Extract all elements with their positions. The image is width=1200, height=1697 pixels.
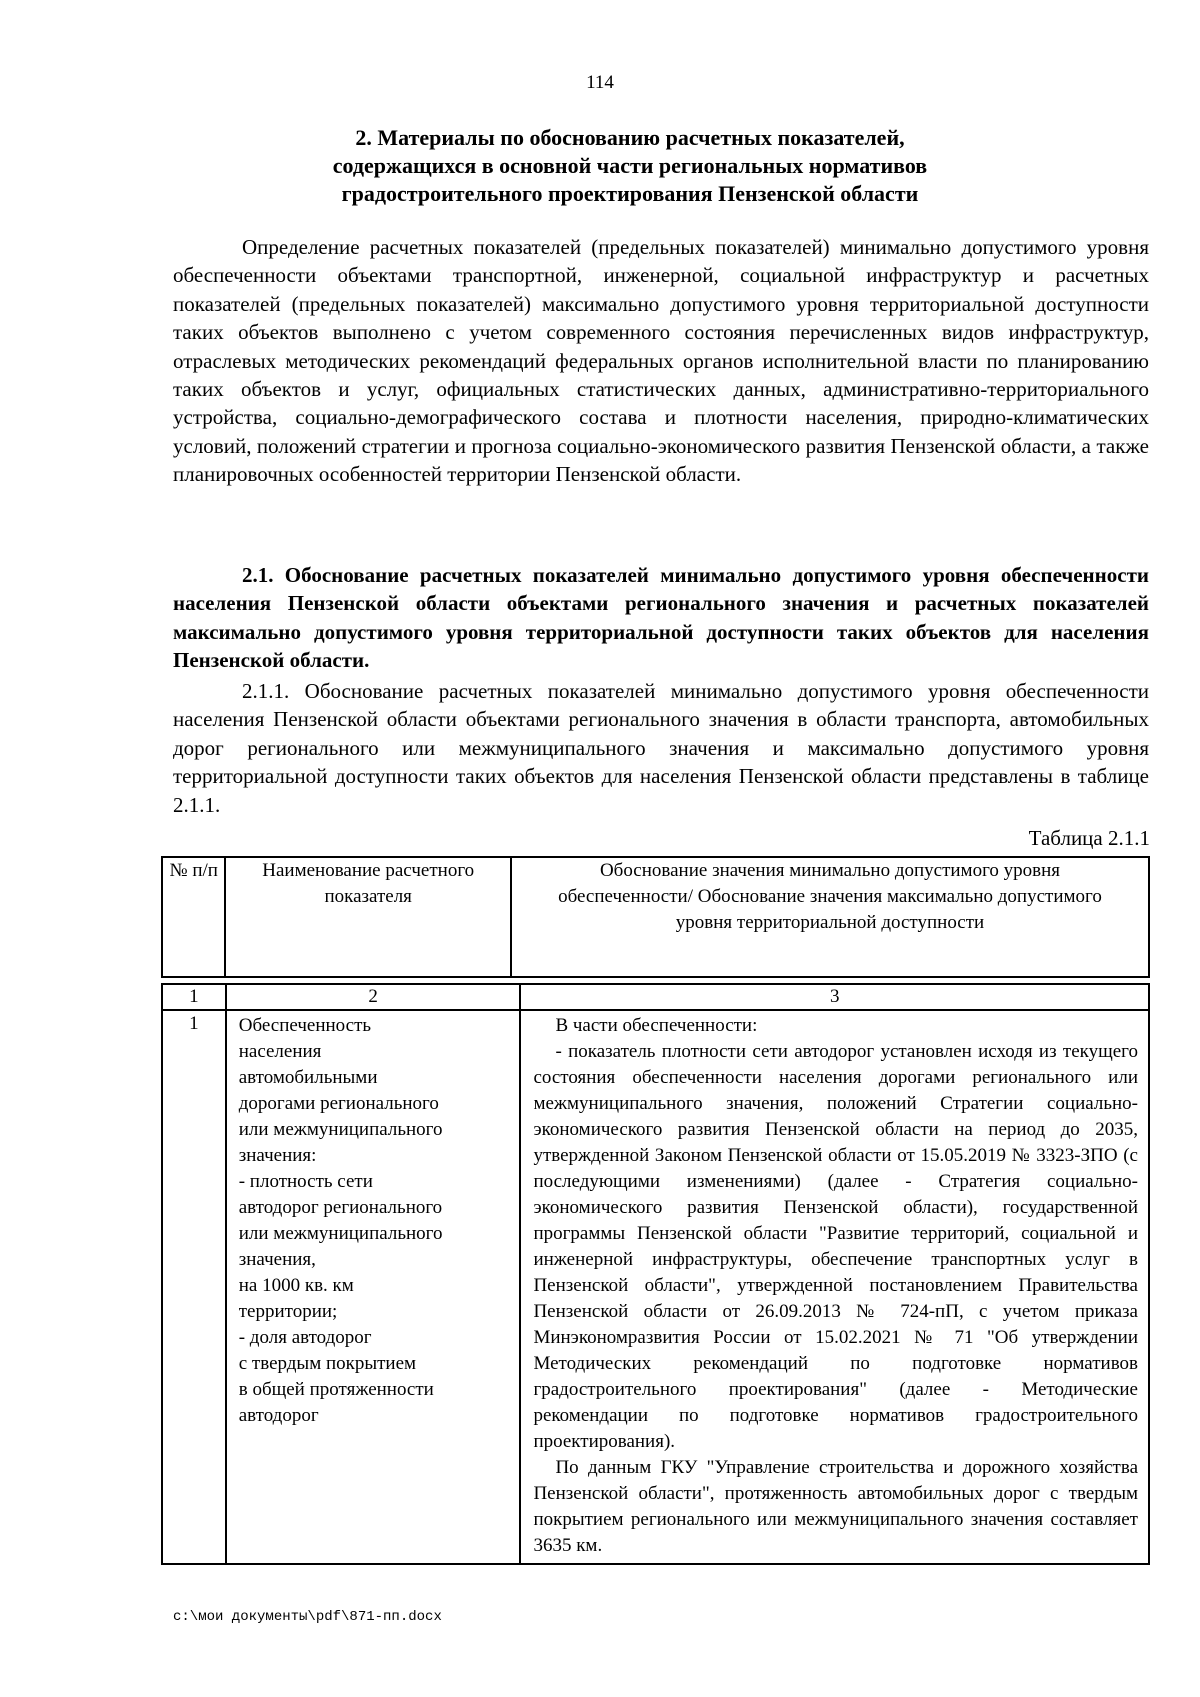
justification-cell [520, 1010, 1149, 1564]
table-header-row [162, 857, 1149, 977]
indicator-name-line: автомобильными [238, 1067, 378, 1088]
indicator-name-line: - плотность сети [238, 1171, 373, 1192]
intro-paragraph: Определение расчетных показателей (предельных показателей) минимально допустимого уровня обеспеченности объектами транспортной, инженерной, социальной инфраструктур и расчетных показателей (предельных показателей) максимально допустимого уровня территориальной доступности таких объектов выполнено с учетом современного состояния перечисленных видов инфраструктур, отраслевых методических рекомендаций федеральных органов исполнительной власти по планированию таких объектов и услуг, официальных статистических данных, административно-территориального устройства, социально-демографического состава и плотности населения, природно-климатических условий, положений стратегии и прогноза социально-экономического развития Пензенской области, а также планировочных особенностей территории Пензенской области. [173, 235, 1149, 487]
title-line: 2. Материалы по обоснованию расчетных показателей, [355, 125, 905, 150]
title-line: градостроительного проектирования Пензенской области [341, 181, 919, 206]
column-number-row [162, 984, 1149, 1010]
section-title [170, 124, 1090, 208]
header-cell-number: № п/п [162, 857, 225, 977]
indicator-name-line: населения [238, 1041, 322, 1062]
header-cell-justification: Обоснование значения минимально допустимого уровня обеспеченности/ Обоснование значения максимально допустимого уровня территориальной доступности [511, 857, 1149, 977]
column-number: 1 [162, 984, 226, 1010]
indicator-name-line: территории; [238, 1301, 338, 1322]
file-path-footer: c:\мои документы\pdf\871-пп.docx [173, 1609, 442, 1625]
indicator-name-line: в общей протяженности [238, 1379, 434, 1400]
indicator-name-line: дорогами регионального [238, 1093, 439, 1114]
section-2-1-heading: 2.1. Обоснование расчетных показателей минимально допустимого уровня обеспеченности населения Пензенской области объектами регионального значения и расчетных показателей максимально допустимого уровня территориальной доступности таких объектов для населения Пензенской области. [173, 563, 1149, 673]
header-cell-indicator-name: Наименование расчетного показателя [225, 857, 511, 977]
justification-paragraph: - показатель плотности сети автодорог установлен исходя из текущего состояния обеспеченности населения дорогами регионального или межмуниципального значения, положений Стратегии социально-экономического развития Пензенской области на период до 2035, утвержденной Законом Пензенской области от 15.05.2019 № 3323-ЗПО (с последующими изменениями) (далее - Стратегия социально-экономического развития Пензенской области), государственной программы Пензенской области "Развитие территорий, социальной и инженерной инфраструктуры, обеспечение транспортных услуг в Пензенской области", утвержденной постановлением Правительства Пензенской области от 26.09.2013 № 724-пП, с учетом приказа Минэкономразвития России от 15.02.2021 № 71 "Об утверждении Методических рекомендаций по подготовке нормативов градостроительного проектирования" (далее - Методические рекомендации по подготовке нормативов градостроительного проектирования). [533, 1041, 1138, 1452]
indicator-name-line: автодорог регионального [238, 1197, 443, 1218]
indicator-name-line: или межмуниципального [238, 1223, 443, 1244]
column-number: 3 [520, 984, 1149, 1010]
indicator-name-line: значения: [238, 1145, 317, 1166]
indicator-name-line: Обеспеченность [238, 1015, 372, 1036]
section-2-1-1-paragraph: 2.1.1. Обоснование расчетных показателей минимально допустимого уровня обеспеченности населения Пензенской области объектами регионального значения в области транспорта, автомобильных дорог регионального или межмуниципального значения и максимально допустимого уровня территориальной доступности таких объектов для населения Пензенской области представлены в таблице 2.1.1. [173, 679, 1149, 817]
indicator-name-line: или межмуниципального [238, 1119, 443, 1140]
title-line: содержащихся в основной части региональных нормативов [332, 153, 928, 178]
table-body [161, 983, 1150, 1565]
table-header [161, 856, 1150, 978]
row-number: 1 [162, 1010, 226, 1564]
indicator-name-line: на 1000 кв. км [238, 1275, 354, 1296]
indicator-name-line: автодорог [238, 1405, 319, 1426]
indicator-name-cell [226, 1010, 521, 1564]
justification-subheading: В части обеспеченности: [555, 1015, 758, 1036]
indicator-name-line: - доля автодорог [238, 1327, 372, 1348]
justification-paragraph: По данным ГКУ "Управление строительства и дорожного хозяйства Пензенской области", протяженность автомобильных дорог с твердым покрытием регионального или межмуниципального значения составляет 3635 км. [533, 1457, 1138, 1556]
column-number: 2 [226, 984, 521, 1010]
indicator-name-line: значения, [238, 1249, 316, 1270]
page-number: 114 [586, 72, 614, 93]
table-row [162, 1010, 1149, 1564]
table-caption: Таблица 2.1.1 [1028, 826, 1150, 850]
indicator-name-line: с твердым покрытием [238, 1353, 417, 1374]
